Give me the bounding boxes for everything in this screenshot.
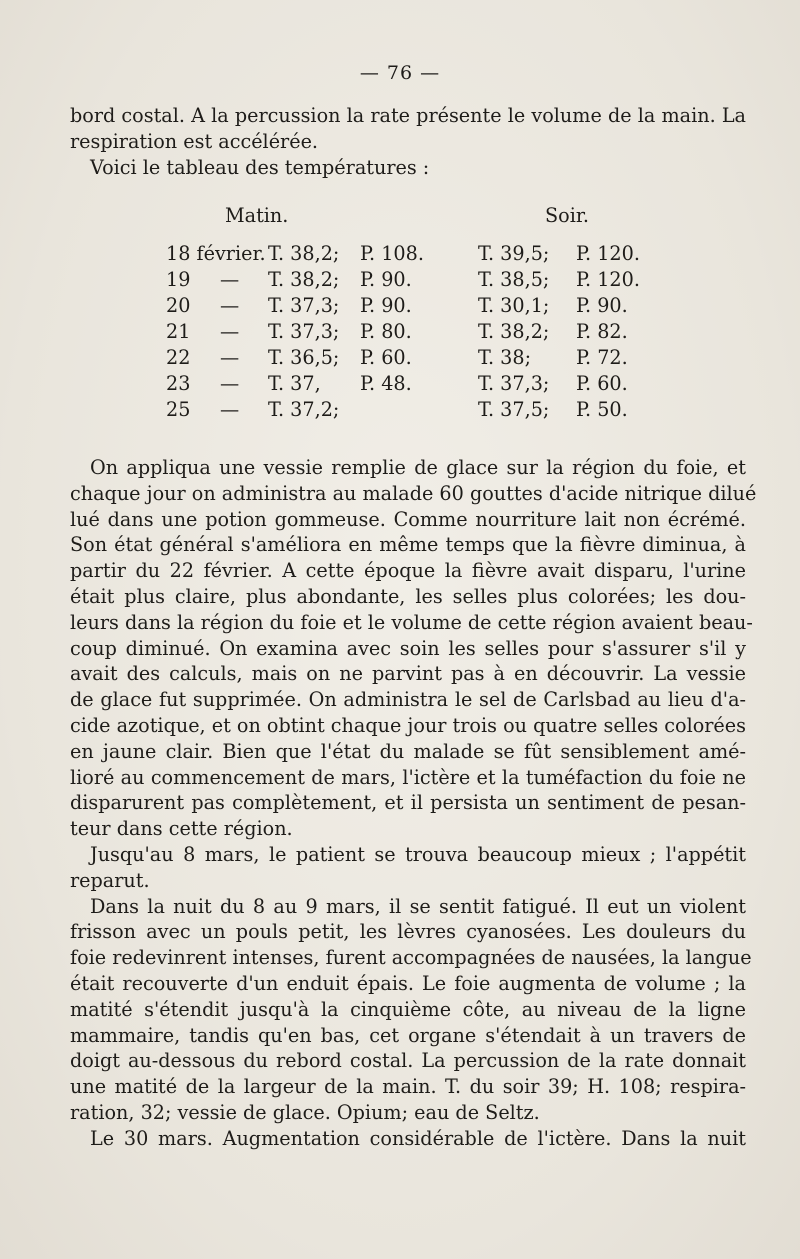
text-line: matité s'étendit jusqu'à la cinquième côte, au niveau de la ligne [70, 997, 746, 1021]
body-text [70, 455, 757, 1152]
text-line: On appliqua une vessie remplie de glace sur la région du foie, et [90, 456, 746, 479]
header-evening: Soir. [545, 204, 589, 227]
evening-temperature: T. 30,1; [478, 294, 550, 317]
text-line: teur dans cette région. [70, 817, 293, 841]
row-dash: — [220, 346, 240, 369]
text-line: lioré au commencement de mars, l'ictère et la tuméfaction du foie ne [70, 765, 746, 789]
evening-pulse: P. 120. [576, 242, 640, 265]
text-line: reparut. [70, 868, 150, 892]
text-line: foie redevinrent intenses, furent accompagnées de nausées, la langue [70, 946, 752, 970]
morning-temperature: T. 37,3; [268, 320, 340, 343]
text-line: était plus claire, plus abondante, les selles plus colorées; les dou- [70, 584, 746, 608]
morning-temperature: T. 38,2; [268, 242, 340, 265]
morning-temperature: T. 37, [268, 372, 321, 395]
evening-pulse: P. 72. [576, 346, 628, 369]
text-line: Dans la nuit du 8 au 9 mars, il se sentit fatigué. Il eut un violent [90, 894, 746, 918]
evening-pulse: P. 50. [576, 398, 628, 421]
text-line: frisson avec un pouls petit, les lèvres cyanosées. Les douleurs du [70, 920, 746, 944]
evening-temperature: T. 37,5; [478, 398, 550, 421]
text-line: était recouverte d'un enduit épais. Le foie augmenta de volume ; la [70, 971, 746, 995]
text-line: avait des calculs, mais on ne parvint pas à en découvrir. La vessie [70, 662, 746, 686]
morning-pulse: P. 90. [360, 294, 412, 317]
table-row [0, 242, 800, 268]
morning-pulse: P. 90. [360, 268, 412, 291]
table-row [0, 398, 800, 424]
row-dash: — [220, 320, 240, 343]
evening-pulse: P. 60. [576, 372, 628, 395]
text-line: Le 30 mars. Augmentation considérable de l'ictère. Dans la nuit [90, 1126, 746, 1150]
text-line: de glace fut supprimée. On administra le sel de Carlsbad au lieu d'a- [70, 688, 746, 712]
row-day: 20 [166, 294, 191, 317]
table-row [0, 372, 800, 398]
text-line: disparurent pas complètement, et il persista un sentiment de pesan- [70, 791, 746, 815]
text-line: ration, 32; vessie de glace. Opium; eau de Seltz. [70, 1100, 540, 1124]
evening-temperature: T. 37,3; [478, 372, 550, 395]
morning-temperature: T. 37,3; [268, 294, 340, 317]
evening-pulse: P. 90. [576, 294, 628, 317]
row-dash: — [220, 372, 240, 395]
morning-temperature: T. 37,2; [268, 398, 340, 421]
text-line: chaque jour on administra au malade 60 gouttes d'acide nitrique dilué [70, 481, 757, 505]
morning-temperature: T. 36,5; [268, 346, 340, 369]
evening-pulse: P. 82. [576, 320, 628, 343]
morning-pulse: P. 48. [360, 372, 412, 395]
text-line: mammaire, tandis qu'en bas, cet organe s'étendait à un travers de [70, 1023, 746, 1047]
header-morning: Matin. [225, 204, 289, 227]
text-line: en jaune clair. Bien que l'état du malade se fût sensiblement amé- [70, 739, 746, 763]
row-day: 19 [166, 268, 191, 291]
text-line: leurs dans la région du foie et le volume de cette région avaient beau- [70, 610, 753, 634]
page-number: — 76 — [359, 62, 441, 84]
text-line: Jusqu'au 8 mars, le patient se trouva beaucoup mieux ; l'appétit [90, 842, 746, 866]
row-day: 21 [166, 320, 191, 343]
intro-paragraph [70, 103, 746, 180]
table-row [0, 268, 800, 294]
morning-pulse: P. 80. [360, 320, 412, 343]
text-line: lué dans une potion gommeuse. Comme nourriture lait non écrémé. [70, 507, 746, 531]
row-dash: — [220, 398, 240, 421]
evening-temperature: T. 38,2; [478, 320, 550, 343]
morning-temperature: T. 38,2; [268, 268, 340, 291]
text-line: Son état général s'améliora en même temps que la fièvre diminua, à [70, 533, 746, 557]
evening-temperature: T. 38; [478, 346, 532, 369]
row-day: 22 [166, 346, 191, 369]
table-row [0, 294, 800, 320]
table-row [0, 320, 800, 346]
morning-pulse: P. 108. [360, 242, 424, 265]
row-dash: — [220, 268, 240, 291]
text-line: bord costal. A la percussion la rate présente le volume de la main. La [70, 104, 746, 127]
text-line: doigt au-dessous du rebord costal. La percussion de la rate donnait [70, 1049, 746, 1073]
row-day: 23 [166, 372, 191, 395]
morning-pulse: P. 60. [360, 346, 412, 369]
row-day: 18 février. [166, 242, 266, 265]
text-line: respiration est accélérée. [70, 129, 319, 153]
evening-temperature: T. 38,5; [478, 268, 550, 291]
text-line: coup diminué. On examina avec soin les selles pour s'assurer s'il y [70, 636, 746, 660]
evening-temperature: T. 39,5; [478, 242, 550, 265]
text-line: cide azotique, et on obtint chaque jour trois ou quatre selles colorées [70, 713, 746, 737]
text-line: une matité de la largeur de la main. T. du soir 39; H. 108; respira- [70, 1075, 746, 1099]
row-dash: — [220, 294, 240, 317]
evening-pulse: P. 120. [576, 268, 640, 291]
text-line: Voici le tableau des températures : [90, 155, 430, 179]
table-row [0, 346, 800, 372]
text-line: partir du 22 février. A cette époque la fièvre avait disparu, l'urine [70, 559, 746, 583]
row-day: 25 [166, 398, 191, 421]
